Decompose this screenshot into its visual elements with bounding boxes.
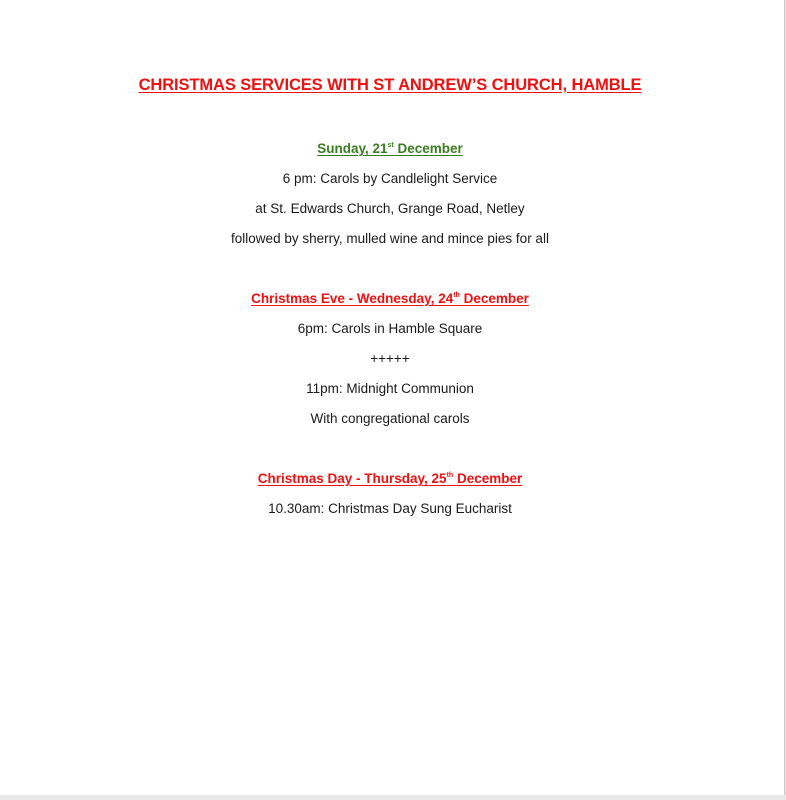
section-heading-christmas-eve [0,290,780,308]
page-title: CHRISTMAS SERVICES WITH ST ANDREW’S CHURCH, HAMBLE [138,76,642,94]
service-line: With congregational carols [310,411,470,426]
page-gap [0,795,786,800]
separator-text: +++++ [370,351,410,366]
service-line: at St. Edwards Church, Grange Road, Netley [255,201,525,216]
service-line: 11pm: Midnight Communion [306,381,474,396]
heading-month: December [453,471,523,486]
heading-ordinal-suffix: th [453,292,460,299]
heading-text: Sunday, 21 [317,141,388,156]
service-line: followed by sherry, mulled wine and mince pies for all [231,231,549,246]
section-heading-christmas-day [0,470,780,488]
service-line: 10.30am: Christmas Day Sung Eucharist [268,501,512,516]
service-line: 6pm: Carols in Hamble Square [297,321,483,336]
heading-ordinal-suffix: st [387,142,394,149]
heading-month: December [393,141,463,156]
heading-text: Christmas Eve - Wednesday, 24 [251,291,454,306]
heading-text: Christmas Day - Thursday, 25 [257,471,447,486]
heading-ordinal-suffix: th [446,472,454,479]
heading-month: December [459,291,529,306]
service-line: 6 pm: Carols by Candlelight Service [282,171,498,186]
section-heading-sunday [0,140,780,158]
